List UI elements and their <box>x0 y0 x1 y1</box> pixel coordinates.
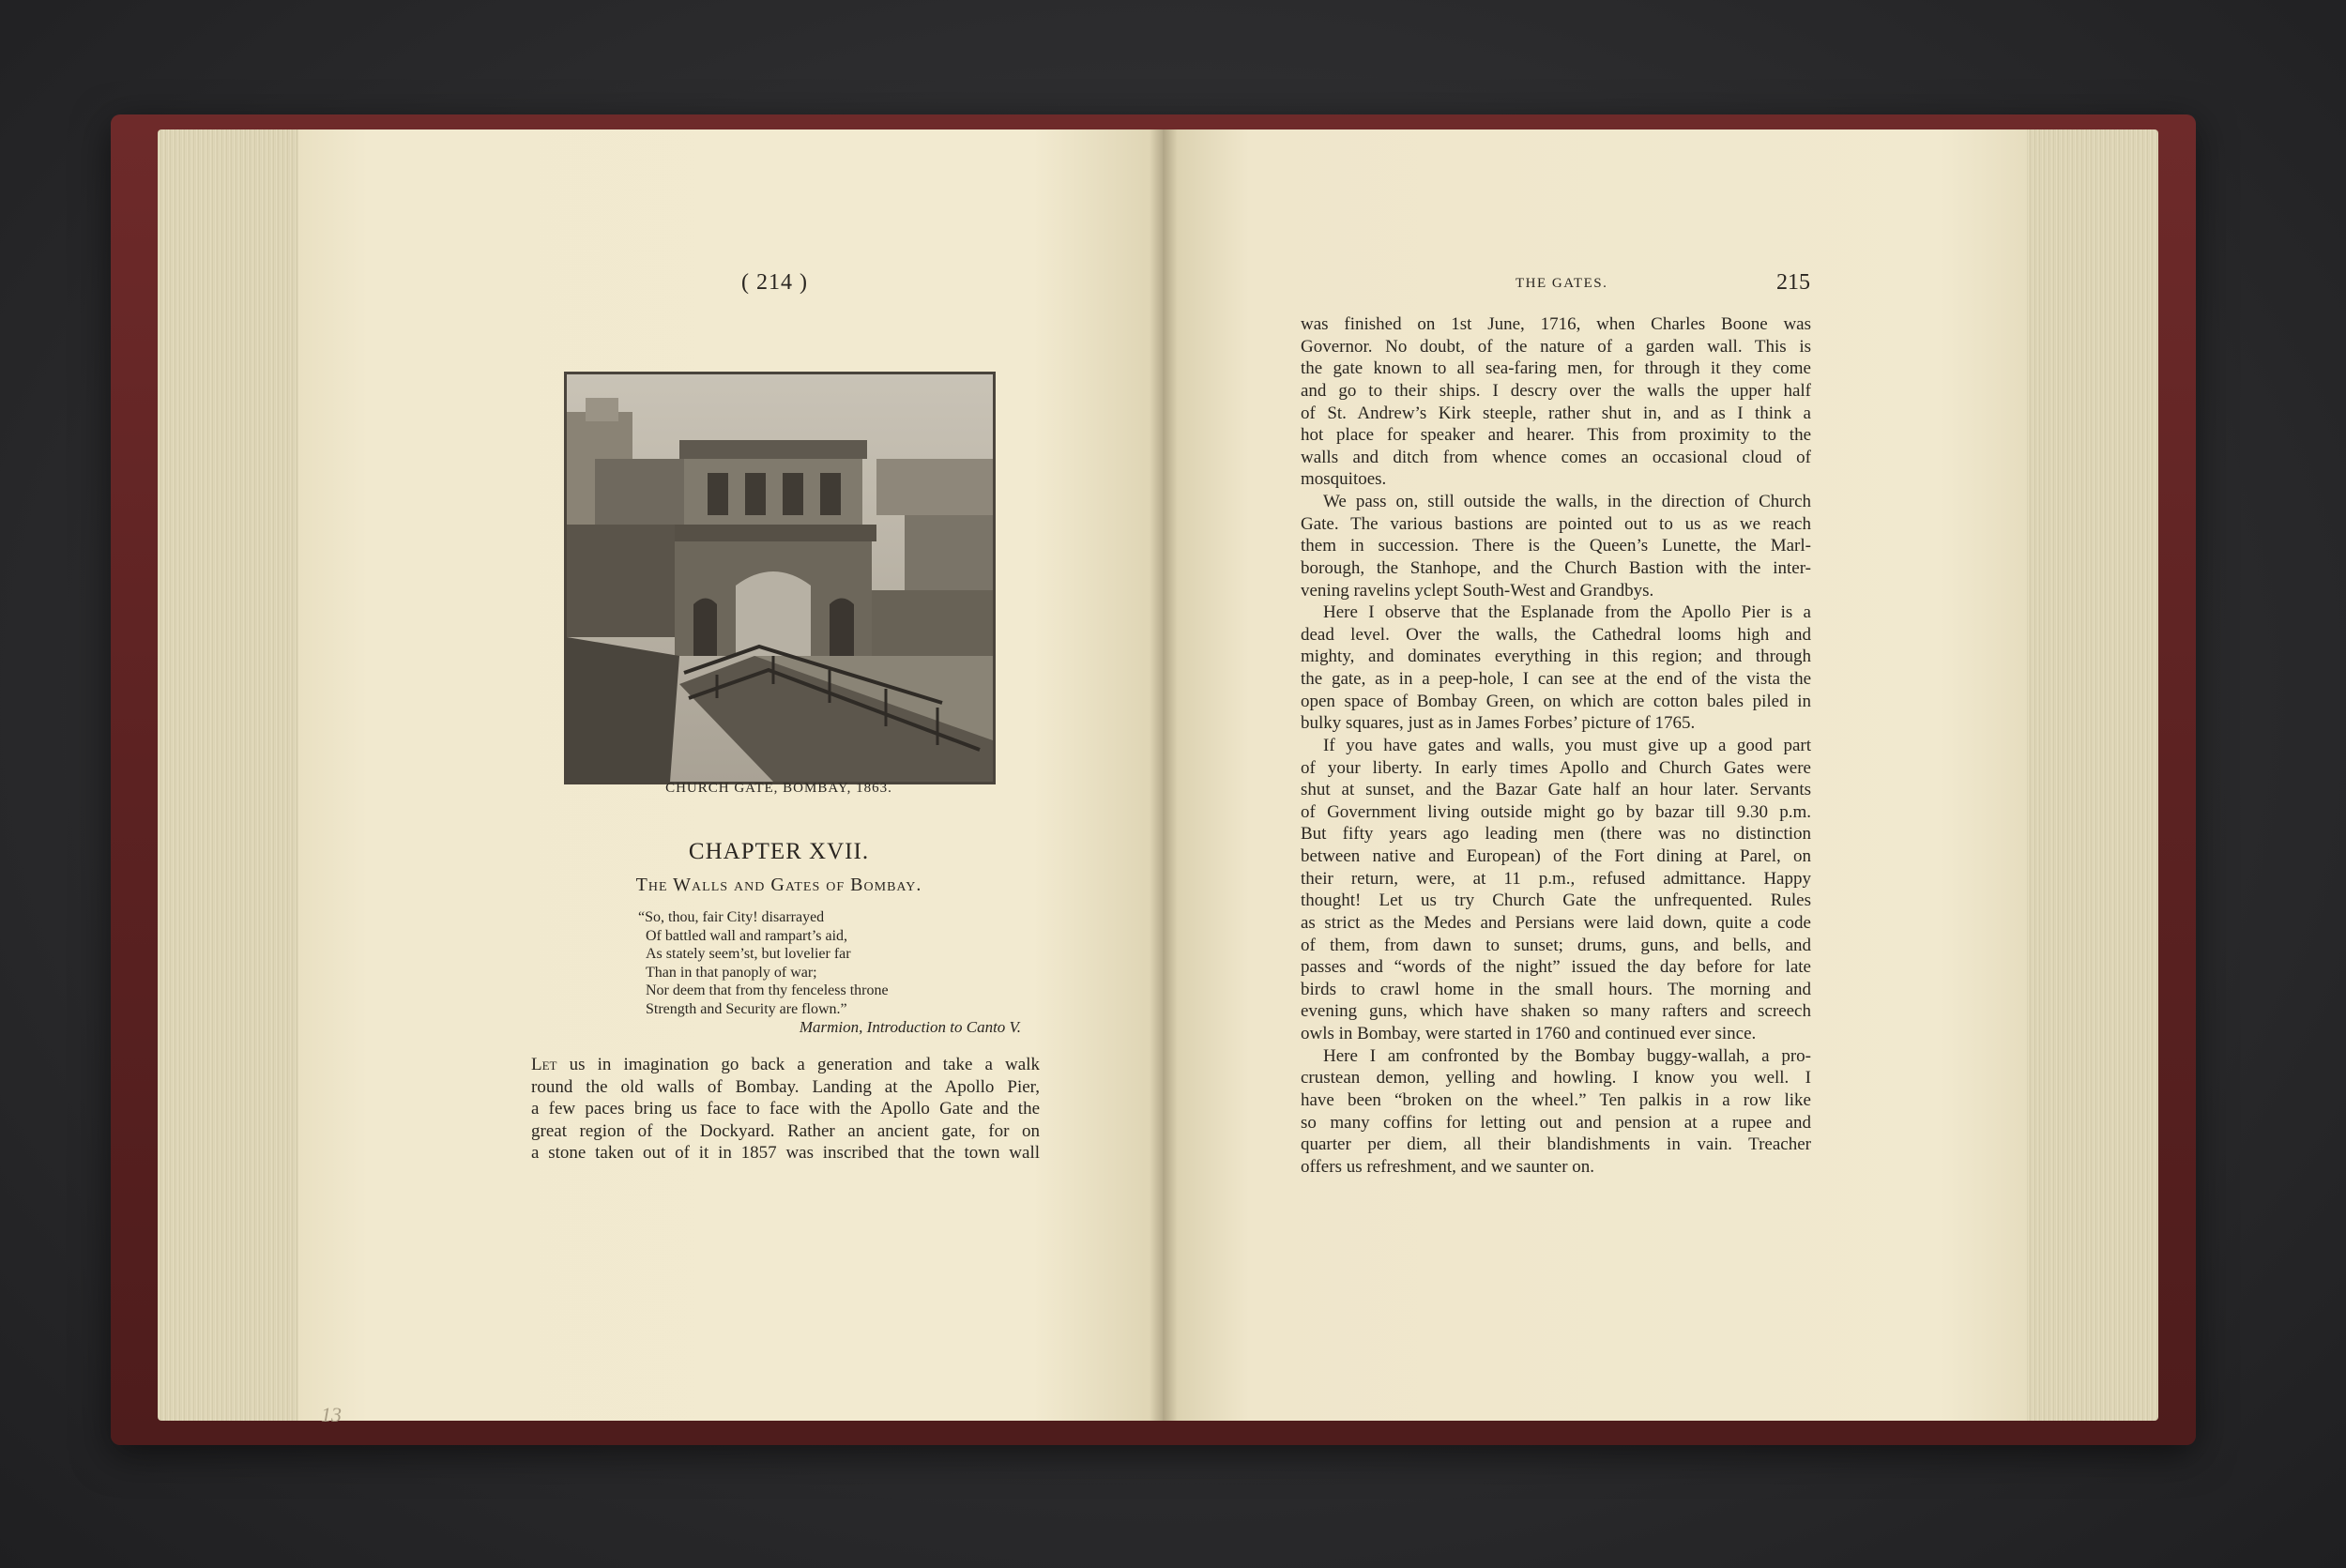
running-head: THE GATES. <box>1516 276 1608 291</box>
body-line: of them, from dawn to sunset; drums, guns, and bells, and <box>1301 935 1811 955</box>
body-line: them in succession. There is the Queen’s Lunette, the Marl- <box>1301 536 1811 556</box>
body-line: thought! Let us try Church Gate the unfrequented. Rules <box>1301 891 1811 911</box>
book-gutter <box>1150 129 1178 1421</box>
body-line: We pass on, still outside the walls, in the direction of Church <box>1323 492 1811 511</box>
body-line: borough, the Stanhope, and the Church Bastion with the inter- <box>1301 557 1811 578</box>
body-line: hot place for speaker and hearer. This from proximity to the <box>1301 425 1811 446</box>
body-line: mighty, and dominates everything in this region; and through <box>1301 647 1811 667</box>
chapter-title: CHAPTER XVII. <box>688 839 870 864</box>
body-line: as strict as the Medes and Persians were laid down, quite a code <box>1301 912 1811 933</box>
epigraph-poem <box>638 908 889 1019</box>
body-line: a stone taken out of it in 1857 was inscribed that the town wall <box>531 1143 1040 1164</box>
church-gate-photograph <box>564 372 996 784</box>
body-line: mosquitoes. <box>1301 469 1387 490</box>
page-edges-right <box>2013 129 2158 1421</box>
body-line: Let us in imagination go back a generation and take a walk <box>531 1055 1040 1074</box>
chapter-subtitle: The Walls and Gates of Bombay. <box>635 875 922 895</box>
body-line: their return, were, at 11 p.m., refused admittance. Happy <box>1301 868 1811 889</box>
body-line: a few paces bring us face to face with the Apollo Gate and the <box>531 1099 1040 1119</box>
body-line: of Government living outside might go by bazar till 9.30 p.m. <box>1301 801 1811 822</box>
body-line: evening guns, which have shaken so many rafters and screech <box>1301 1001 1811 1022</box>
epigraph-line: As stately seem’st, but lovelier far <box>646 946 851 963</box>
body-line: quarter per diem, all their blandishments in vain. Treacher <box>1301 1134 1811 1155</box>
epigraph-line: Nor deem that from thy fenceless throne <box>646 982 889 999</box>
left-body-text <box>531 1054 1040 1165</box>
plate-caption: CHURCH GATE, BOMBAY, 1863. <box>665 781 892 796</box>
body-line: vening ravelins yclept South-West and Grandbys. <box>1301 580 1654 601</box>
body-line: the gate, as in a peep-hole, I can see at the end of the vista the <box>1301 669 1811 689</box>
body-line: Governor. No doubt, of the nature of a garden wall. This is <box>1301 336 1811 357</box>
epigraph-line: Of battled wall and rampart’s aid, <box>646 927 848 944</box>
body-line: round the old walls of Bombay. Landing at the Apollo Pier, <box>531 1076 1040 1097</box>
margin-pencil-mark: 13 <box>321 1403 342 1426</box>
page-number-right: 215 <box>1776 270 1810 295</box>
body-line: owls in Bombay, were started in 1760 and continued ever since. <box>1301 1024 1757 1043</box>
body-line: crustean demon, yelling and howling. I know you well. I <box>1301 1068 1811 1088</box>
body-line: passes and “words of the night” issued the day before for late <box>1301 957 1811 978</box>
epigraph-line: Than in that panoply of war; <box>646 964 817 981</box>
body-line: walls and ditch from whence comes an occasional cloud of <box>1301 447 1811 467</box>
body-line: between native and European) of the Fort dining at Parel, on <box>1301 846 1811 866</box>
body-line: But fifty years ago leading men (there was no distinction <box>1301 824 1811 845</box>
body-line: the gate known to all sea-faring men, for through it they come <box>1301 358 1811 379</box>
body-line: was finished on 1st June, 1716, when Charles Boone was <box>1301 314 1811 334</box>
body-line: birds to crawl home in the small hours. The morning and <box>1301 979 1811 999</box>
body-line: Here I am confronted by the Bombay buggy-wallah, a pro- <box>1323 1045 1811 1066</box>
epigraph-line: Strength and Security are flown.” <box>646 1000 847 1017</box>
body-line: so many coffins for letting out and pension at a rupee and <box>1301 1112 1811 1133</box>
body-line: open space of Bombay Green, on which are cotton bales piled in <box>1301 691 1811 711</box>
body-line: Here I observe that the Esplanade from the Apollo Pier is a <box>1323 602 1811 623</box>
body-line: great region of the Dockyard. Rather an ancient gate, for on <box>531 1120 1040 1141</box>
page-number-left: ( 214 ) <box>741 270 808 295</box>
opening-word: Let <box>531 1055 557 1074</box>
body-line: of your liberty. In early times Apollo and Church Gates were <box>1301 757 1811 778</box>
body-line: If you have gates and walls, you must give up a good part <box>1323 735 1811 755</box>
right-body-text <box>1301 313 1811 1178</box>
body-line: shut at sunset, and the Bazar Gate half an hour later. Servants <box>1301 780 1811 800</box>
epigraph-citation: Marmion, Introduction to Canto V. <box>799 1018 1021 1036</box>
page-edges-left <box>158 129 308 1421</box>
body-line: and go to their ships. I descry over the walls the upper half <box>1301 380 1811 401</box>
epigraph-line: “So, thou, fair City! disarrayed <box>638 909 825 925</box>
church-gate-illustration <box>567 374 993 782</box>
body-line: dead level. Over the walls, the Cathedral looms high and <box>1301 624 1811 645</box>
body-line: bulky squares, just as in James Forbes’ picture of 1765. <box>1301 713 1696 734</box>
body-line: Gate. The various bastions are pointed out to us as we reach <box>1301 513 1811 534</box>
body-line: of St. Andrew’s Kirk steeple, rather shut in, and as I think a <box>1301 403 1811 423</box>
body-line: offers us refreshment, and we saunter on. <box>1301 1156 1595 1177</box>
body-line: have been “broken on the wheel.” Ten palkis in a row like <box>1301 1089 1811 1110</box>
